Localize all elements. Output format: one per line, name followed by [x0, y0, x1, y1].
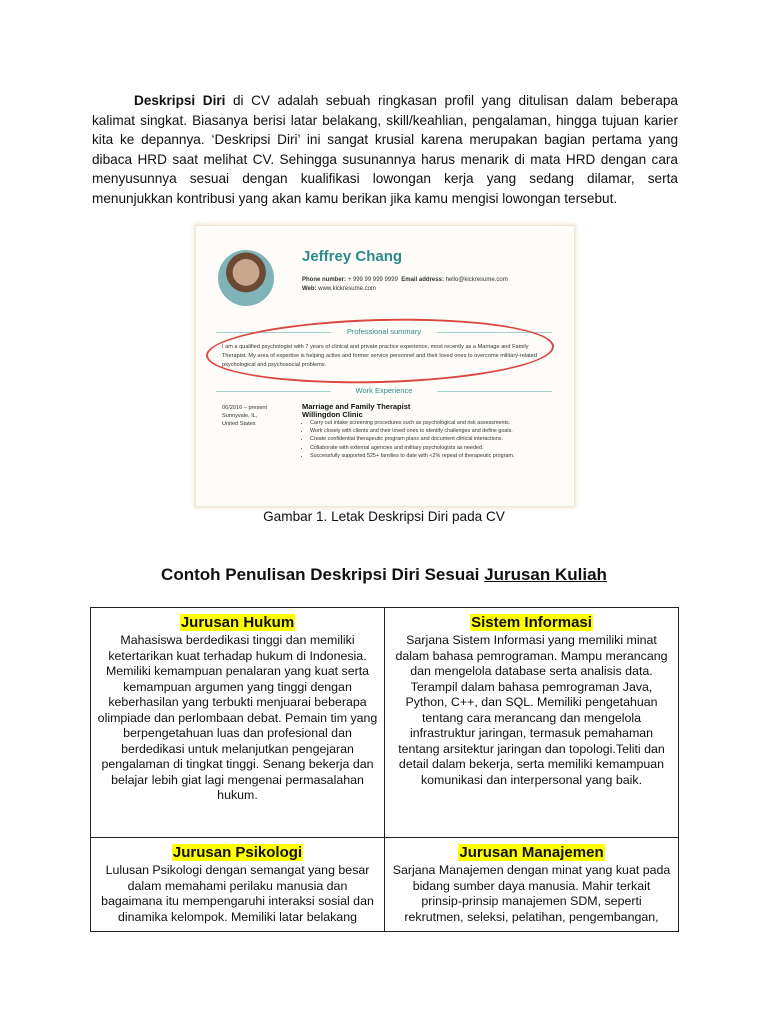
major-description: Lulusan Psikologi dengan semangat yang besar dalam memahami perilaku manusia dan bagaimana itu mempengaruhi interaksi sosial dan dinamika kelompok. Memiliki latar belakang [101, 863, 374, 924]
intro-text: di CV adalah sebuah ringkasan profil yang ditulisan dalam beberapa kalimat singkat. Biasanya berisi latar belakang, skill/keahlian, pengalaman, hingga tujuan karier kita ke depannya. ‘Deskripsi Diri’ ini sangat krusial karena merupakan bagian pertama yang dibaca HRD saat melihat CV. Sehingga susunannya harus menarik di mata HRD dengan cara menyusunnya sesuai dengan kualifikasi lowongan kerja yang sedang dilamar, serta menunjukkan kontribusi yang akan kamu berikan jika kamu mengisi lowongan tersebut. [92, 93, 678, 206]
major-name: Jurusan Manajemen [459, 844, 604, 861]
figure-caption: Gambar 1. Letak Deskripsi Diri pada CV [263, 509, 505, 524]
major-cell-manajemen [385, 838, 679, 932]
cv-summary-heading: Professional summary [216, 327, 552, 336]
intro-lead-bold: Deskripsi Diri [134, 93, 226, 108]
major-cell-psikologi [91, 838, 385, 932]
table-row [91, 838, 679, 932]
table-row [91, 608, 679, 838]
major-name: Jurusan Psikologi [172, 844, 303, 861]
major-cell-sistem-informasi [385, 608, 679, 838]
cv-work-heading: Work Experience [216, 386, 552, 395]
cv-summary: I am a qualified psychologist with 7 years of clinical and private practice experience, most recently as a Marriage and Family Therapist. My area of expertise is helping active and former service personnel and their loved ones to overcome military-related psychological and psychosocial problems. [222, 344, 537, 368]
cv-bullet: • Create confidential therapeutic program plans and document clinical interactions. [310, 436, 560, 444]
majors-table [90, 607, 679, 932]
major-name: Sistem Informasi [471, 614, 592, 631]
cv-bullet: • Successfully supported 525+ families to date with <2% repeat of therapeutic program. [310, 453, 560, 461]
major-description: Sarjana Manajemen dengan minat yang kuat pada bidang sumber daya manusia. Mahir terkait prinsip-prinsip manajemen SDM, seperti rekrutmen, seleksi, pelatihan, pengembangan, [392, 863, 671, 924]
intro-paragraph [92, 91, 678, 208]
cv-job-date: 06/2016 – present Sunnyvale, IL, United States [222, 405, 268, 427]
major-description: Mahasiswa berdedikasi tinggi dan memiliki ketertarikan kuat terhadap hukum di Indonesia. Memiliki kemampuan penalaran yang kuat serta kemampuan argumen yang tinggi dengan keberhasilan yang terbukti menjuarai beberapa olimpiade dan perlombaan debat. Pemain tim yang berpengetahuan luas dan profesional dan berdedikasi untuk melanjutkan pengejaran pengalaman di tingkat tinggi. Senang bekerja dan belajar lebih giat lagi mengenai permasalahan hukum. [97, 633, 378, 802]
cv-job-title: Marriage and Family Therapist Willingdon Clinic [302, 402, 411, 419]
major-name: Jurusan Hukum [180, 614, 295, 631]
cv-job-bullets [302, 420, 560, 461]
major-cell-hukum [91, 608, 385, 838]
profile-photo [218, 250, 274, 306]
section-title: Contoh Penulisan Deskripsi Diri Sesuai Jurusan Kuliah [161, 565, 607, 584]
cv-bullet: • Work closely with clients and their loved ones to identify challenges and define goals. [310, 428, 560, 436]
cv-bullet: • Collaborate with external agencies and military psychologists as needed. [310, 445, 560, 453]
cv-bullet: • Carry out intake screening procedures such as psychological and risk assessments. [310, 420, 560, 428]
cv-contact: Phone number: + 999 99 999 9999 Email address: hello@kickresume.com Web: www.kickresume.com [302, 277, 508, 292]
section-title-underlined: Jurusan Kuliah [484, 565, 607, 584]
major-description: Sarjana Sistem Informasi yang memiliki minat dalam bahasa pemrograman. Mampu merancang dan mengelola database serta analisis data. Terampil dalam bahasa pemrograman Java, Python, C++, dan SQL. Memiliki pengetahuan tentang cara merancang dan mengelola infrastruktur jaringan, termasuk pemahaman tentang arsitektur jaringan dan topologi.Teliti dan detail dalam bekerja, serta memiliki kemampuan komunikasi dan interpersonal yang baik. [395, 633, 668, 787]
cv-example-image [196, 226, 574, 506]
cv-name: Jeffrey Chang [302, 248, 403, 265]
